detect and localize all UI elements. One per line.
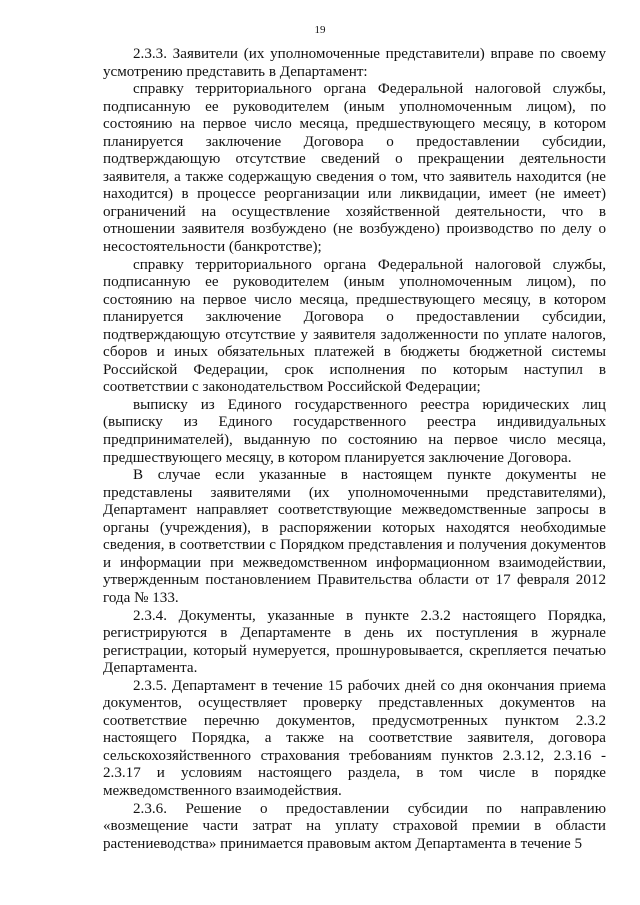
paragraph-2-3-6: 2.3.6. Решение о предоставлении субсидии по направлению «возмещение части затрат на уплату страховой премии в области растениеводства» принимается правовым актом Департамента в течение 5: [103, 800, 606, 852]
paragraph-2-3-4: 2.3.4. Документы, указанные в пункте 2.3.2 настоящего Порядка, регистрируются в Департаменте в день их поступления в журнале регистрации, который нумеруется, прошнуровывается, скрепляется печатью Департамента.: [103, 607, 606, 677]
paragraph-2-3-5: 2.3.5. Департамент в течение 15 рабочих дней со дня окончания приема документов, осуществляет проверку представленных документов на соответствие перечню документов, предусмотренных пунктом 2.3.2 настоящего Порядка, а также на соответствие заявителя, договора сельскохозяйственного страхования требованиям пунктов 2.3.12, 2.3.16 - 2.3.17 и условиям настоящего раздела, в том числе в порядке межведомственного взаимодействия.: [103, 677, 606, 799]
paragraph-registry-extract: выписку из Единого государственного реестра юридических лиц (выписку из Единого государственного реестра индивидуальных предпринимателей), выданную по состоянию на первое число месяца, предшествующего месяцу, в котором планируется заключение Договора.: [103, 396, 606, 466]
paragraph-tax-certificate-debt: справку территориального органа Федеральной налоговой службы, подписанную ее руководителем (иным уполномоченным лицом), по состоянию на первое число месяца, предшествующего месяцу, в котором планируется заключение Договора о предоставлении субсидии, подтверждающую отсутствие у заявителя задолженности по уплате налогов, сборов и иных обязательных платежей в бюджеты бюджетной системы Российской Федерации, срок исполнения по которым наступил в соответствии с законодательством Российской Федерации;: [103, 256, 606, 396]
page-number: 19: [314, 24, 326, 36]
paragraph-tax-certificate-activity: справку территориального органа Федеральной налоговой службы, подписанную ее руководителем (иным уполномоченным лицом), по состоянию на первое число месяца, предшествующего месяцу, в котором планируется заключение Договора о предоставлении субсидии, подтверждающую отсутствие сведений о прекращении деятельности заявителя, а также содержащую сведения о том, что заявитель находится (не находится) в процессе реорганизации или ликвидации, имеет (не имеет) ограничений на осуществление хозяйственной деятельности, что в отношении заявителя возбуждено (не возбуждено) производство по делу о несостоятельности (банкротстве);: [103, 81, 606, 256]
document-body: [103, 46, 606, 853]
paragraph-interagency-requests: В случае если указанные в настоящем пункте документы не представлены заявителями (их уполномоченными представителями), Департамент направляет соответствующие межведомственные запросы в органы (учреждения), в распоряжении которых находятся необходимые сведения, в соответствии с Порядком представления и получения документов и информации при межведомственном информационном взаимодействии, утвержденным постановлением Правительства области от 17 февраля 2012 года № 133.: [103, 467, 606, 606]
paragraph-2-3-3: 2.3.3. Заявители (их уполномоченные представители) вправе по своему усмотрению представить в Департамент:: [103, 46, 606, 80]
